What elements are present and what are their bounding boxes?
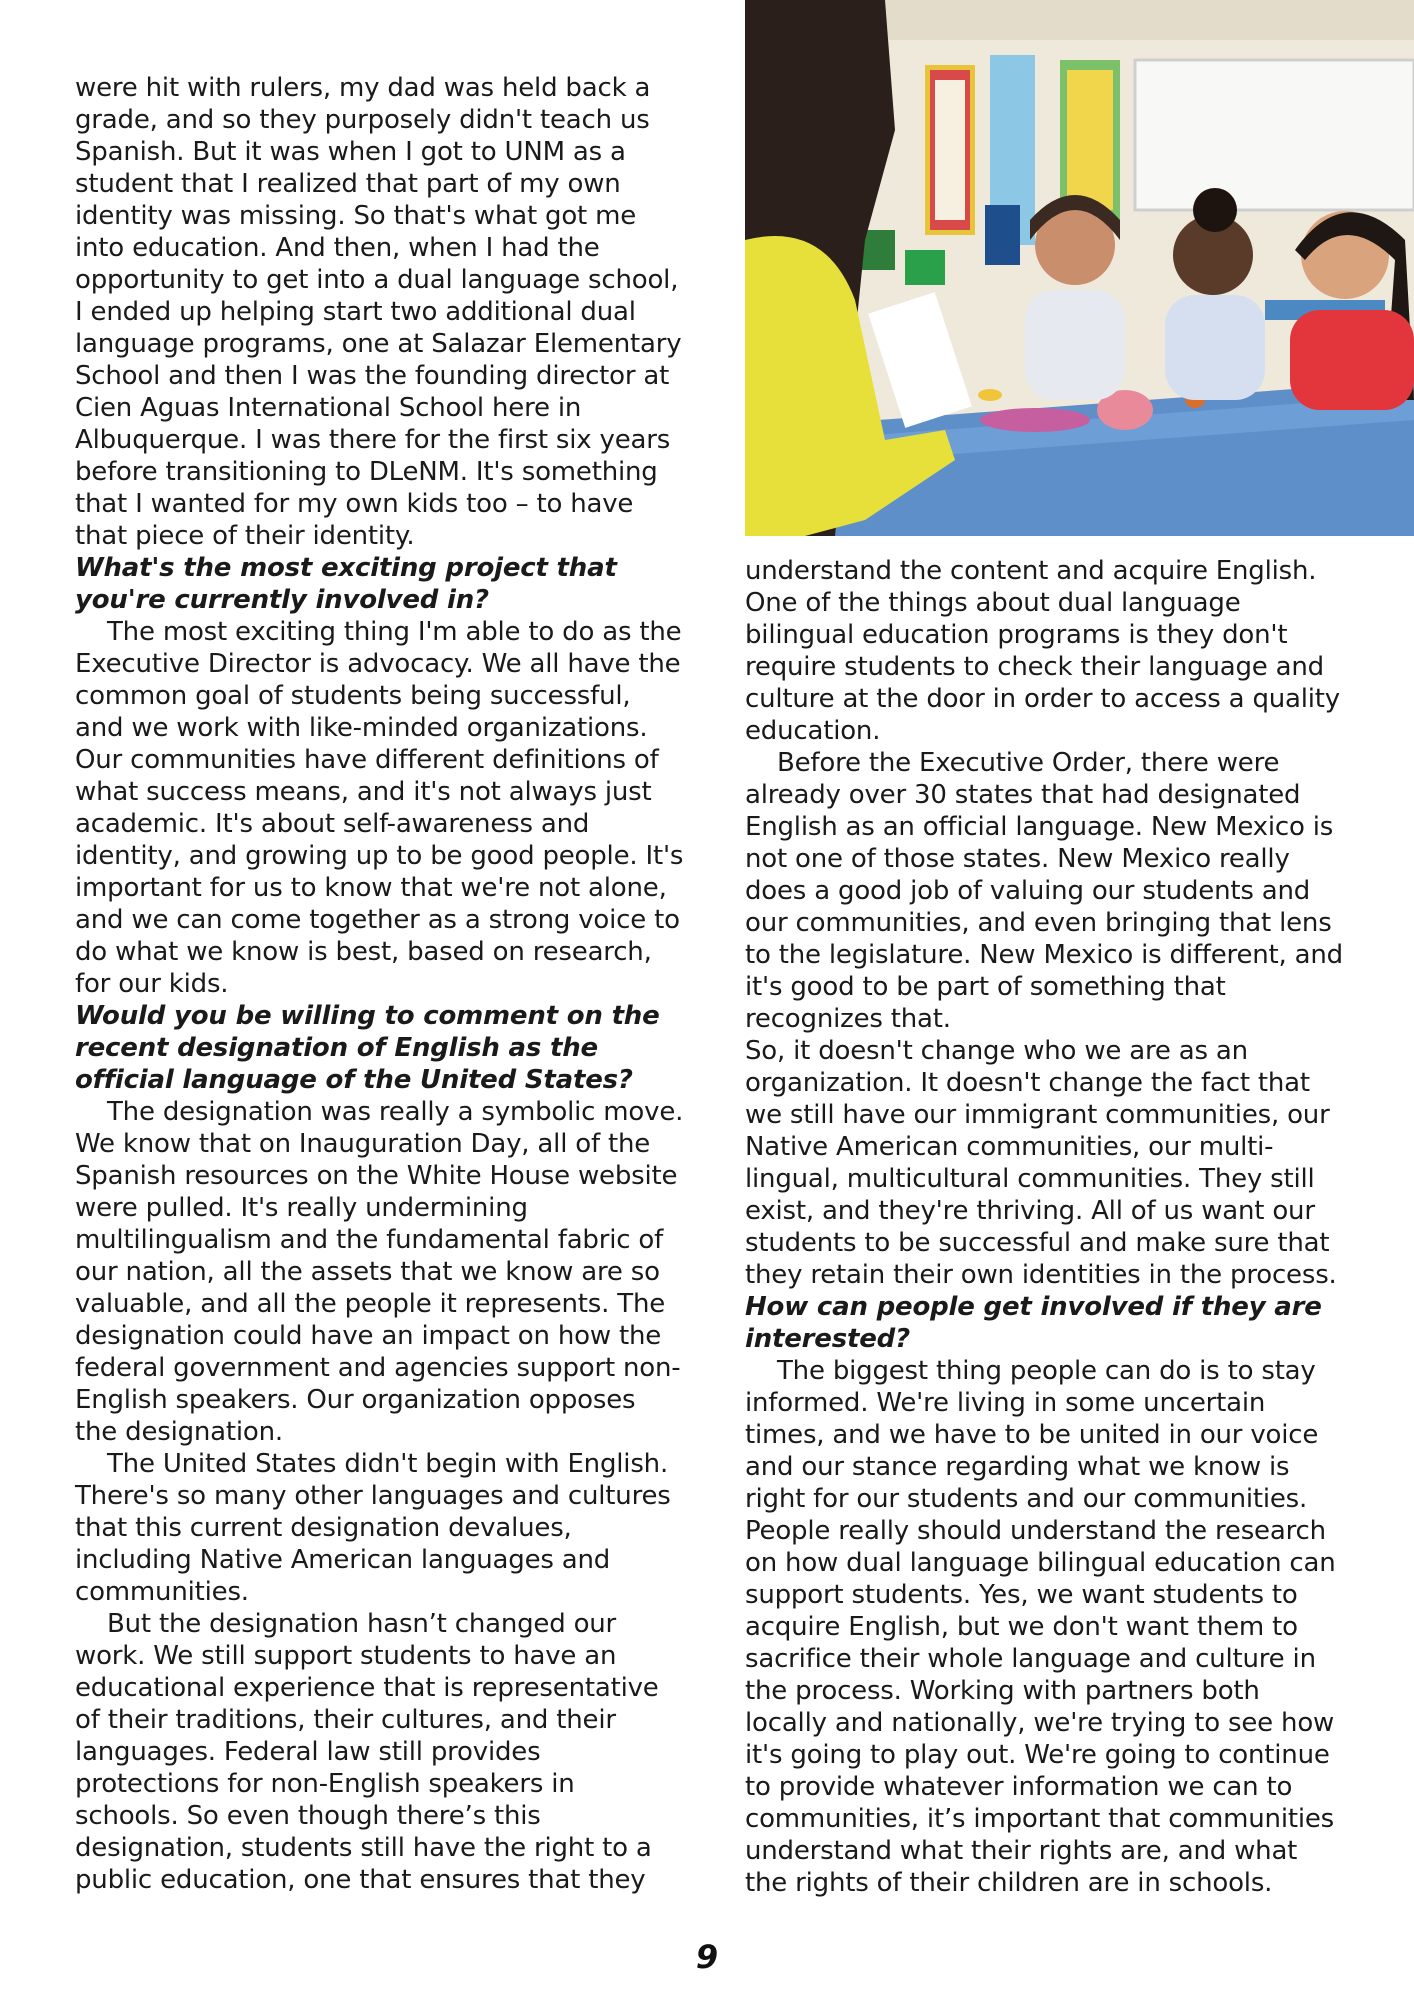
paragraph: The designation was really a symbolic move. We know that on Inauguration Day, all of the Spanish resources on the White House website were pulled. It's really undermining multilingualism and the fundamental fabric of our nation, all the assets that we know are so valuable, and all the people it represents. The designation could have an impact on how the federal government and agencies support non-English speakers. Our organization opposes the designation. bbox=[75, 1097, 684, 1447]
interview-question: What's the most exciting project that you're currently involved in? bbox=[75, 553, 617, 615]
right-column bbox=[745, 0, 1345, 1899]
paragraph: The United States didn't begin with English. There's so many other languages and cultures that this current designation devalues, including Native American languages and communities. bbox=[75, 1449, 671, 1607]
paragraph: But the designation hasn’t changed our work. We still support students to have an educational experience that is representative of their traditions, their cultures, and their languages. Federal law still provides protections for non-English speakers in schools. So even though there’s this designation, students still have the right to a public education, one that ensures that they bbox=[75, 1609, 659, 1895]
paragraph: The biggest thing people can do is to stay informed. We're living in some uncertain times, and we have to be united in our voice and our stance regarding what we know is right for our students and our communities. People really should understand the research on how dual language bilingual education can support students. Yes, we want students to acquire English, but we don't want them to sacrifice their whole language and culture in the process. Working with partners both locally and nationally, we're trying to see how it's going to play out. We're going to continue to provide whatever information we can to communities, it’s important that communities understand what their rights are, and what the rights of their children are in schools. bbox=[745, 1356, 1336, 1898]
interview-question: How can people get involved if they are interested? bbox=[745, 1292, 1322, 1354]
paragraph: understand the content and acquire English. One of the things about dual language bilingual education programs is they don't require students to check their language and culture at the door in order to access a quality education. bbox=[745, 556, 1340, 746]
paragraph: Before the Executive Order, there were already over 30 states that had designated English as an official language. New Mexico is not one of those states. New Mexico really does a good job of valuing our students and our communities, and even bringing that lens to the legislature. New Mexico is different, and it's good to be part of something that recognizes that. bbox=[745, 748, 1343, 1034]
paragraph: The most exciting thing I'm able to do as the Executive Director is advocacy. We all have the common goal of students being successful, and we work with like-minded organizations. Our communities have different definitions of what success means, and it's not always just academic. It's about self-awareness and identity, and growing up to be good people. It's important for us to know that we're not alone, and we can come together as a strong voice to do what we know is best, based on research, for our kids. bbox=[75, 617, 684, 999]
interview-question: Would you be willing to comment on the recent designation of English as the official language of the United States? bbox=[75, 1001, 660, 1095]
left-column bbox=[75, 0, 685, 1896]
paragraph: So, it doesn't change who we are as an organization. It doesn't change the fact that we still have our immigrant communities, our Native American communities, our multi-lingual, multicultural communities. They still exist, and they're thriving. All of us want our students to be successful and make sure that they retain their own identities in the process. bbox=[745, 1036, 1337, 1290]
paragraph: were hit with rulers, my dad was held back a grade, and so they purposely didn't teach us Spanish. But it was when I got to UNM as a student that I realized that part of my own identity was missing. So that's what got me into education. And then, when I had the opportunity to get into a dual language school, I ended up helping start two additional dual language programs, one at Salazar Elementary School and then I was the founding director at Cien Aguas International School here in Albuquerque. I was there for the first six years before transitioning to DLeNM. It's something that I wanted for my own kids too – to have that piece of their identity. bbox=[75, 73, 682, 551]
page-number: 9 bbox=[695, 1938, 719, 1976]
